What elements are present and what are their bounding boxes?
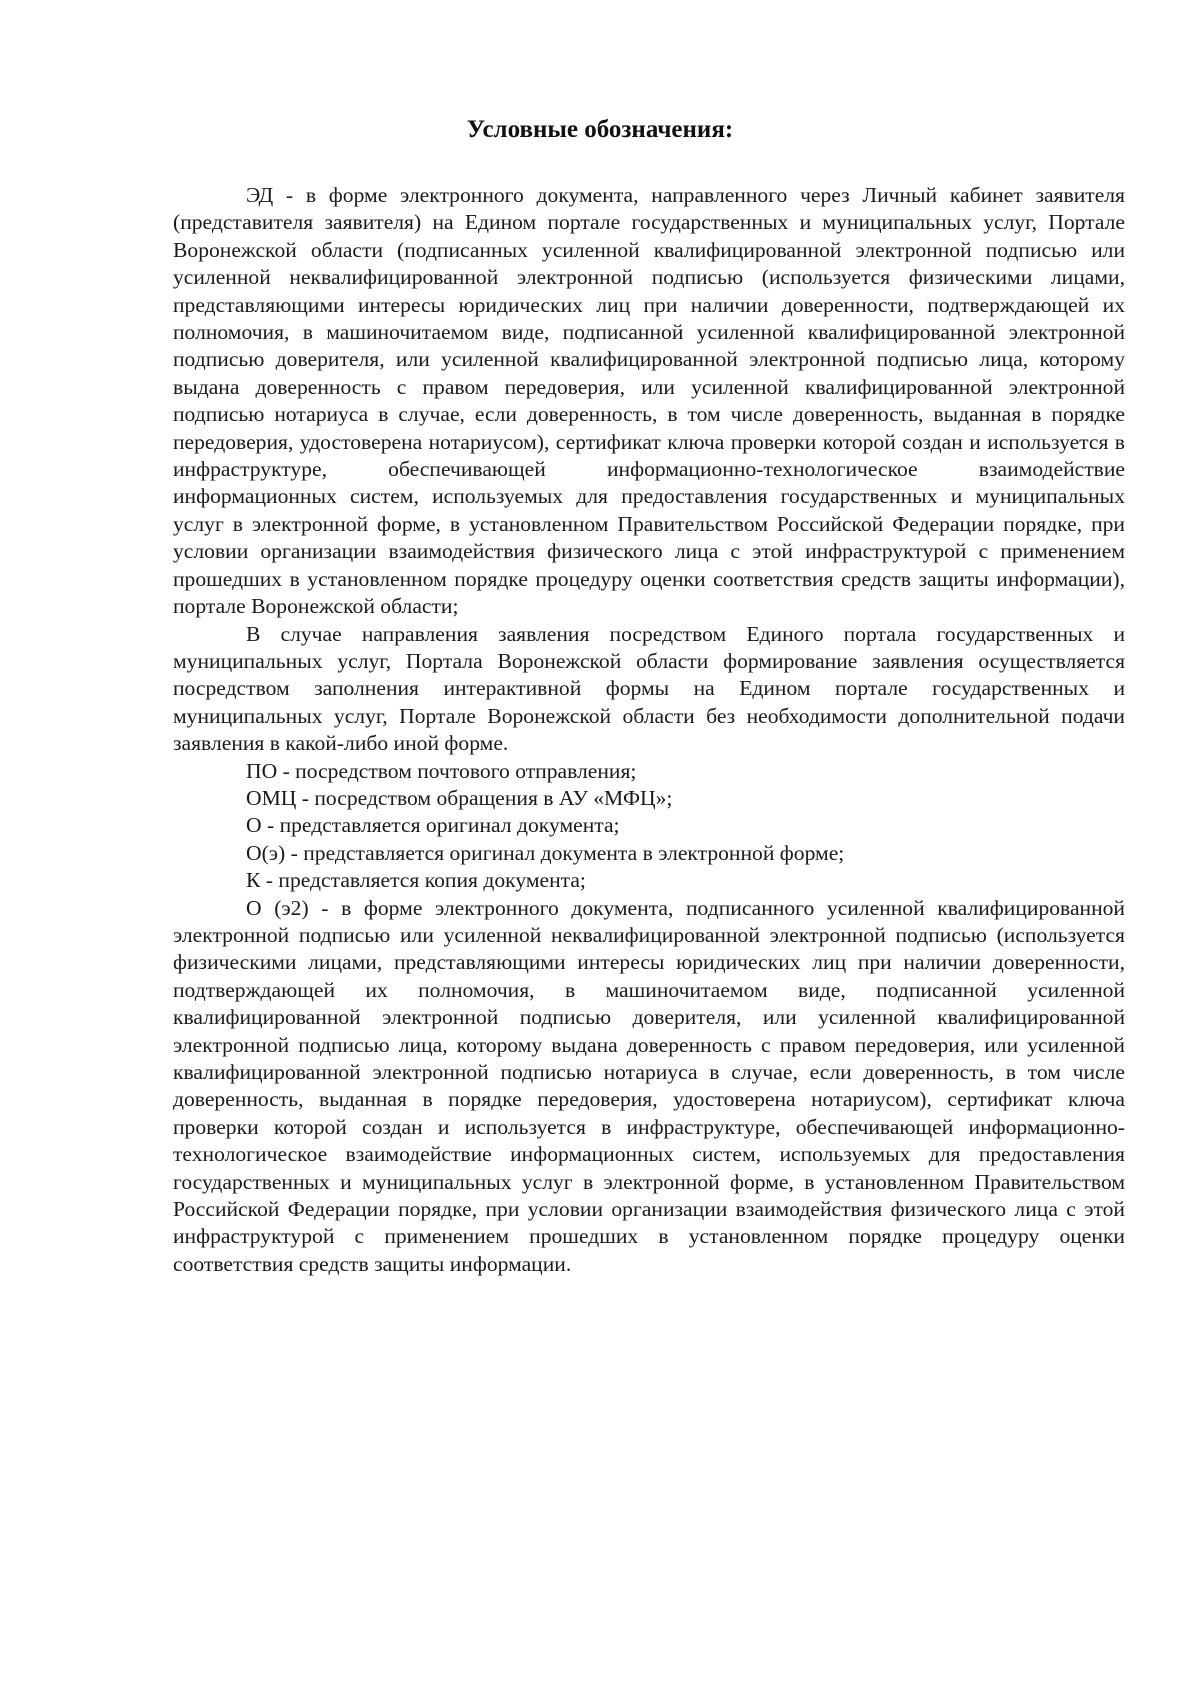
- paragraph-o: О - представляется оригинал документа;: [246, 813, 620, 838]
- document-body: [173, 182, 1125, 1278]
- paragraph-k: К - представляется копия документа;: [246, 868, 586, 893]
- paragraph-o-e: О(э) - представляется оригинал документа в электронной форме;: [246, 840, 845, 865]
- paragraph-o-e2: О (э2) - в форме электронного документа, подписанного усиленной квалифицированной электронной подписью или усиленной неквалифицированной электронной подписью (используется физическими лицами, представляющими интересы юридических лиц при наличии доверенности, подтверждающей их полномочия, в машиночитаемом виде, подписанной усиленной квалифицированной электронной подписью доверителя, или усиленной квалифицированной электронной подписью лица, которому выдана доверенность с правом передоверия, или усиленной квалифицированной электронной подписью нотариуса в случае, если доверенность, в том числе доверенность, выданная в порядке передоверия, удостоверена нотариусом), сертификат ключа проверки которой создан и используется в инфраструктуре, обеспечивающей информационно-технологическое взаимодействие информационных систем, используемых для предоставления государственных и муниципальных услуг в электронной форме, в установленном Правительством Российской Федерации порядке, при условии организации взаимодействия физического лица с этой инфраструктурой с применением прошедших в установленном порядке процедуру оценки соответствия средств защиты информации.: [173, 895, 1125, 1276]
- paragraph-po: ПО - посредством почтового отправления;: [246, 758, 637, 783]
- paragraph-ed: ЭД - в форме электронного документа, направленного через Личный кабинет заявителя (представителя заявителя) на Едином портале государственных и муниципальных услуг, Портале Воронежской области (подписанных усиленной квалифицированной электронной подписью или усиленной неквалифицированной электронной подписью (используется физическими лицами, представляющими интересы юридических лиц при наличии доверенности, подтверждающей их полномочия, в машиночитаемом виде, подписанной усиленной квалифицированной электронной подписью доверителя, или усиленной квалифицированной электронной подписью лица, которому выдана доверенность с правом передоверия, или усиленной квалифицированной электронной подписью нотариуса в случае, если доверенность, в том числе доверенность, выданная в порядке передоверия, удостоверена нотариусом), сертификат ключа проверки которой создан и используется в инфраструктуре, обеспечивающей информационно-технологическое взаимодействие информационных систем, используемых для предоставления государственных и муниципальных услуг в электронной форме, в установленном Правительством Российской Федерации порядке, при условии организации взаимодействия физического лица с этой инфраструктурой с применением прошедших в установленном порядке процедуру оценки соответствия средств защиты информации), портале Воронежской области;: [173, 183, 1125, 619]
- page-title: Условные обозначения:: [466, 116, 734, 143]
- paragraph-omc: ОМЦ - посредством обращения в АУ «МФЦ»;: [246, 785, 673, 810]
- paragraph-portal-note: В случае направления заявления посредством Единого портала государственных и муниципальных услуг, Портала Воронежской области формирование заявления осуществляется посредством заполнения интерактивной формы на Едином портале государственных и муниципальных услуг, Портале Воронежской области без необходимости дополнительной подачи заявления в какой-либо иной форме.: [173, 621, 1125, 756]
